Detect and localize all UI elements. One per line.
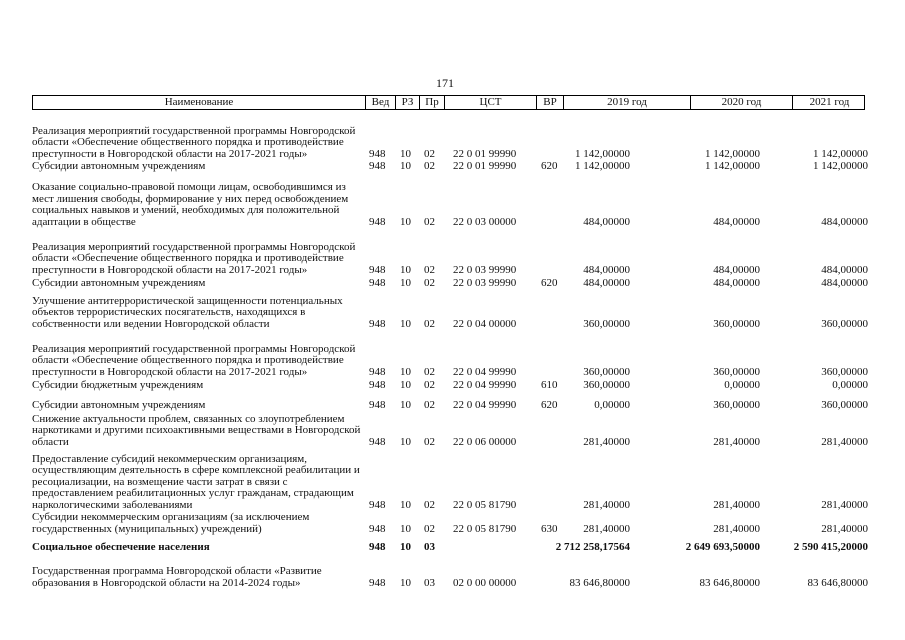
cell-cst: 22 0 05 81790	[453, 522, 517, 535]
row-name: Снижение актуальности проблем, связанных со злоупотреблением наркотиками и другими психоактивными веществами в Новгородской области	[32, 412, 361, 448]
cell-pr: 02	[424, 159, 435, 172]
table-row	[32, 535, 867, 553]
cell-y2020: 484,00000	[713, 276, 760, 289]
cell-y2019: 2 712 258,17564	[555, 540, 630, 553]
row-name: Оказание социально-правовой помощи лицам, освободившимся из мест лишения свободы, формирование у них перед освобождением социальных навыков и умений, необходимых для положительной адаптации в обществе	[32, 181, 349, 228]
cell-rz: 10	[400, 317, 411, 330]
cell-y2020: 484,00000	[713, 263, 760, 276]
cell-vr: 610	[541, 378, 558, 391]
cell-pr: 02	[424, 147, 435, 160]
cell-rz: 10	[400, 540, 411, 553]
cell-y2020: 360,00000	[713, 317, 760, 330]
table-row	[32, 160, 867, 172]
cell-vr: 630	[541, 522, 558, 535]
cell-y2020: 484,00000	[713, 215, 760, 228]
cell-y2019: 484,00000	[583, 276, 630, 289]
cell-rz: 10	[400, 159, 411, 172]
cell-vr: 620	[541, 159, 558, 172]
cell-y2021: 360,00000	[821, 398, 868, 411]
cell-ved: 948	[369, 435, 386, 448]
header-cst: ЦСТ	[445, 96, 537, 109]
cell-y2021: 2 590 415,20000	[793, 540, 868, 553]
page-number: 171	[436, 76, 454, 90]
cell-pr: 02	[424, 435, 435, 448]
table-row	[32, 228, 867, 276]
cell-ved: 948	[369, 365, 386, 378]
table-row	[32, 330, 867, 378]
cell-rz: 10	[400, 215, 411, 228]
cell-vr: 620	[541, 276, 558, 289]
header-pr: Пр	[420, 96, 445, 109]
header-2019: 2019 год	[564, 96, 691, 109]
cell-cst: 22 0 04 00000	[453, 317, 517, 330]
row-name: Реализация мероприятий государственной программы Новгородской области «Обеспечение общественного порядка и противодействие преступности в Новгородской области на 2017-2021 годы»	[32, 124, 356, 160]
cell-y2020: 281,40000	[713, 435, 760, 448]
cell-rz: 10	[400, 263, 411, 276]
cell-ved: 948	[369, 540, 386, 553]
cell-pr: 02	[424, 263, 435, 276]
cell-y2021: 360,00000	[821, 365, 868, 378]
cell-y2020: 281,40000	[713, 522, 760, 535]
row-name: Субсидии автономным учреждениям	[32, 398, 206, 411]
cell-vr: 620	[541, 398, 558, 411]
cell-pr: 02	[424, 215, 435, 228]
cell-y2019: 1 142,00000	[575, 159, 630, 172]
cell-rz: 10	[400, 522, 411, 535]
table-row	[32, 391, 867, 411]
cell-pr: 02	[424, 317, 435, 330]
cell-y2019: 281,40000	[583, 435, 630, 448]
cell-y2020: 83 646,80000	[699, 576, 760, 589]
header-2020: 2020 год	[691, 96, 793, 109]
cell-cst: 22 0 03 99990	[453, 263, 517, 276]
table-row	[32, 172, 867, 228]
cell-ved: 948	[369, 498, 386, 511]
table-header	[32, 95, 865, 110]
table-row	[32, 276, 867, 289]
cell-cst: 22 0 01 99990	[453, 147, 517, 160]
cell-y2021: 484,00000	[821, 215, 868, 228]
cell-rz: 10	[400, 378, 411, 391]
cell-y2021: 83 646,80000	[807, 576, 868, 589]
cell-y2019: 360,00000	[583, 378, 630, 391]
cell-y2019: 484,00000	[583, 263, 630, 276]
cell-ved: 948	[369, 378, 386, 391]
table-row	[32, 448, 867, 511]
row-name: Субсидии автономным учреждениям	[32, 276, 206, 289]
cell-y2019: 0,00000	[594, 398, 630, 411]
cell-cst: 22 0 04 99990	[453, 378, 517, 391]
cell-y2021: 484,00000	[821, 263, 868, 276]
cell-cst: 22 0 03 00000	[453, 215, 517, 228]
cell-y2020: 360,00000	[713, 365, 760, 378]
cell-y2021: 281,40000	[821, 498, 868, 511]
cell-ved: 948	[369, 263, 386, 276]
row-name: Государственная программа Новгородской области «Развитие образования в Новгородской области на 2014-2024 годы»	[32, 565, 322, 589]
cell-cst: 22 0 03 99990	[453, 276, 517, 289]
cell-rz: 10	[400, 398, 411, 411]
cell-y2021: 1 142,00000	[813, 147, 868, 160]
table-row	[32, 511, 867, 535]
table-row	[32, 411, 867, 448]
cell-y2019: 83 646,80000	[569, 576, 630, 589]
cell-cst: 22 0 04 99990	[453, 398, 517, 411]
cell-pr: 03	[424, 576, 435, 589]
cell-ved: 948	[369, 147, 386, 160]
cell-ved: 948	[369, 159, 386, 172]
row-name: Субсидии некоммерческим организациям (за исключением государственных (муниципальных) учреждений)	[32, 511, 310, 535]
cell-rz: 10	[400, 276, 411, 289]
cell-y2021: 484,00000	[821, 276, 868, 289]
cell-y2020: 1 142,00000	[705, 147, 760, 160]
cell-pr: 02	[424, 276, 435, 289]
cell-y2019: 281,40000	[583, 522, 630, 535]
cell-y2021: 360,00000	[821, 317, 868, 330]
cell-rz: 10	[400, 435, 411, 448]
cell-y2019: 360,00000	[583, 317, 630, 330]
cell-ved: 948	[369, 317, 386, 330]
header-vr: ВР	[537, 96, 564, 109]
cell-y2020: 360,00000	[713, 398, 760, 411]
table-row	[32, 113, 867, 160]
cell-y2019: 281,40000	[583, 498, 630, 511]
row-name: Реализация мероприятий государственной программы Новгородской области «Обеспечение общественного порядка и противодействие преступности в Новгородской области на 2017-2021 годы»	[32, 342, 356, 378]
row-name: Субсидии бюджетным учреждениям	[32, 378, 204, 391]
header-ved: Вед	[366, 96, 396, 109]
cell-y2021: 1 142,00000	[813, 159, 868, 172]
table-row	[32, 289, 867, 330]
row-name: Предоставление субсидий некоммерческим организациям, осуществляющим деятельность в сфере комплексной реабилитации и ресоциализации, на возмещение части затрат в связи с предоставлением реабилитационных услуг гражданам, страдающим наркологическими заболеваниями	[32, 452, 360, 511]
cell-y2019: 484,00000	[583, 215, 630, 228]
cell-y2020: 281,40000	[713, 498, 760, 511]
cell-pr: 03	[424, 540, 435, 553]
cell-ved: 948	[369, 576, 386, 589]
header-2021: 2021 год	[809, 96, 850, 108]
cell-cst: 22 0 05 81790	[453, 498, 517, 511]
cell-ved: 948	[369, 522, 386, 535]
cell-pr: 02	[424, 398, 435, 411]
cell-cst: 02 0 00 00000	[453, 576, 517, 589]
cell-pr: 02	[424, 522, 435, 535]
cell-ved: 948	[369, 215, 386, 228]
cell-cst: 22 0 01 99990	[453, 159, 517, 172]
row-name: Улучшение антитеррористической защищенности потенциальных объектов террористических посягательств, находящихся в собственности или ведении Новгородской области	[32, 294, 343, 330]
cell-y2020: 1 142,00000	[705, 159, 760, 172]
cell-cst: 22 0 06 00000	[453, 435, 517, 448]
cell-y2021: 281,40000	[821, 522, 868, 535]
table-row	[32, 378, 867, 391]
table-row	[32, 553, 867, 589]
cell-rz: 10	[400, 365, 411, 378]
cell-y2019: 1 142,00000	[575, 147, 630, 160]
cell-cst: 22 0 04 99990	[453, 365, 517, 378]
row-name: Субсидии автономным учреждениям	[32, 159, 206, 172]
cell-y2020: 0,00000	[724, 378, 760, 391]
cell-pr: 02	[424, 378, 435, 391]
header-rz: РЗ	[396, 96, 420, 109]
cell-y2021: 0,00000	[832, 378, 868, 391]
cell-rz: 10	[400, 498, 411, 511]
cell-pr: 02	[424, 365, 435, 378]
cell-rz: 10	[400, 147, 411, 160]
cell-y2019: 360,00000	[583, 365, 630, 378]
row-name: Реализация мероприятий государственной программы Новгородской области «Обеспечение общественного порядка и противодействие преступности в Новгородской области на 2017-2021 годы»	[32, 240, 356, 276]
cell-ved: 948	[369, 276, 386, 289]
cell-y2021: 281,40000	[821, 435, 868, 448]
cell-pr: 02	[424, 498, 435, 511]
cell-ved: 948	[369, 398, 386, 411]
cell-rz: 10	[400, 576, 411, 589]
header-name: Наименование	[33, 96, 366, 109]
row-name: Социальное обеспечение населения	[32, 540, 210, 553]
cell-y2020: 2 649 693,50000	[685, 540, 760, 553]
